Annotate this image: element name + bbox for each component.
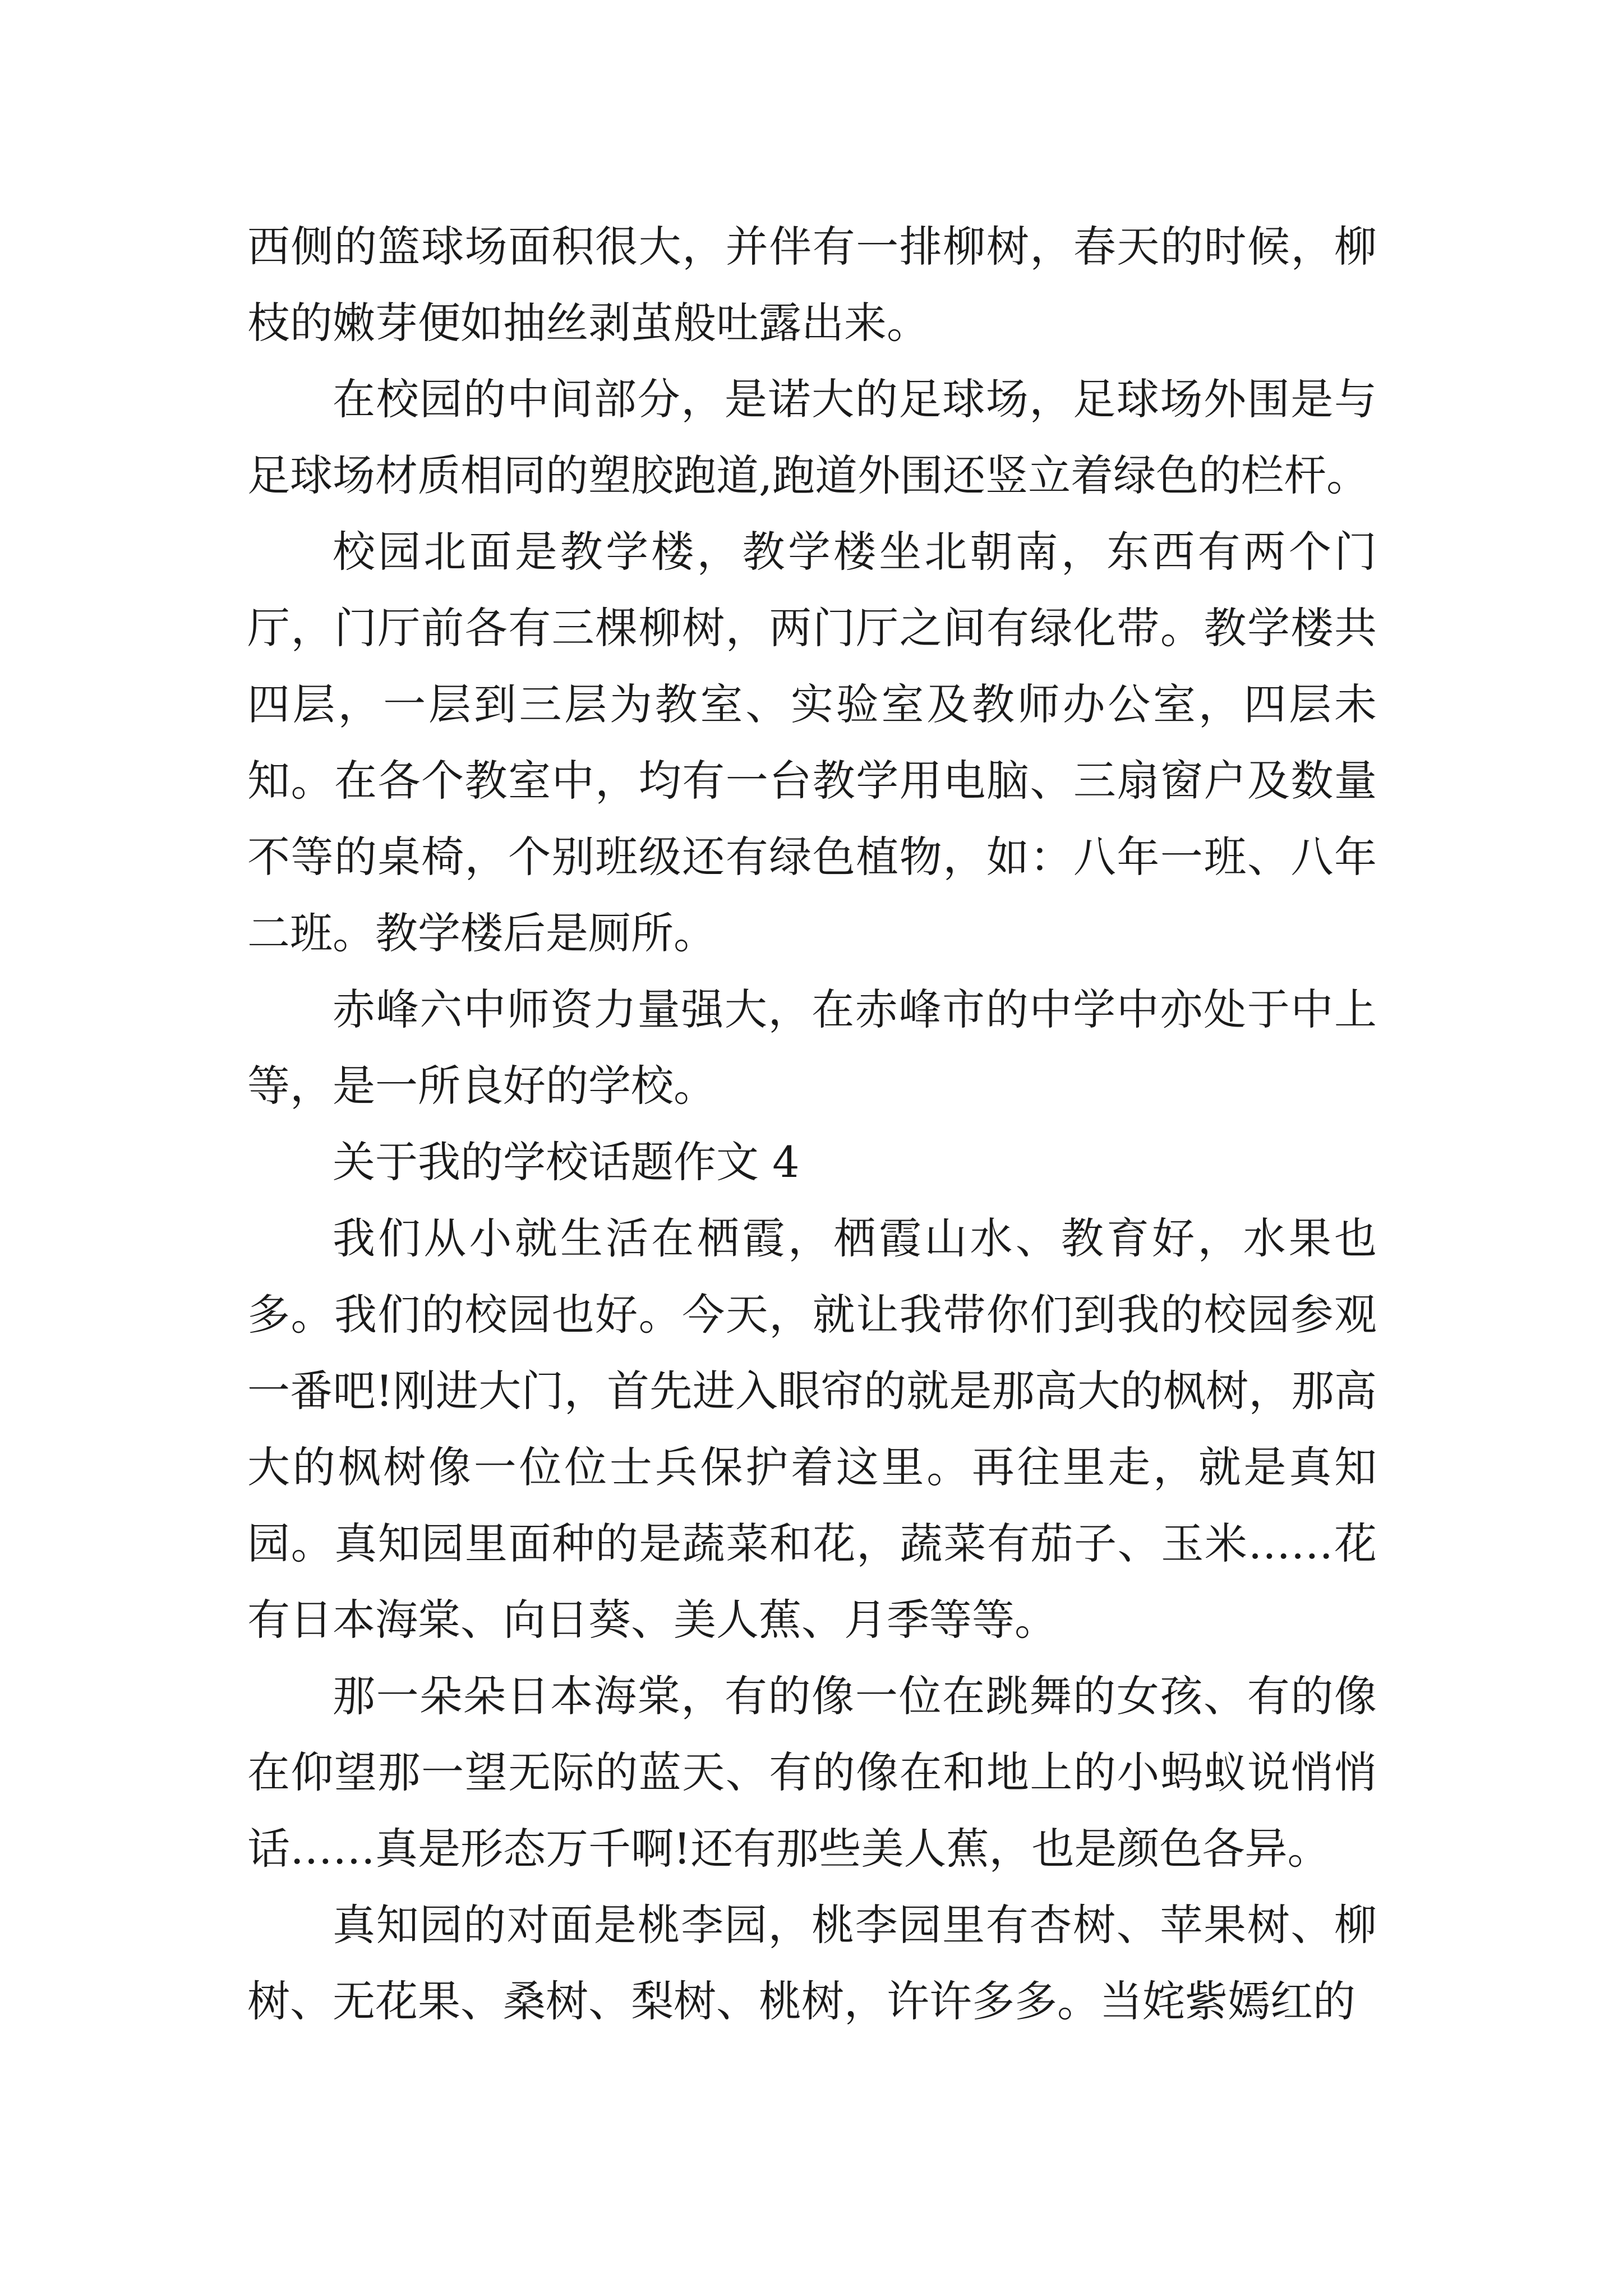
section-heading: 关于我的学校话题作文 4: [333, 1137, 800, 1187]
paragraph: 赤峰六中师资力量强大，在赤峰市的中学中亦处于中上等，是一所良好的学校。: [247, 984, 1377, 1111]
document-body: [247, 209, 1377, 2040]
paragraph: 校园北面是教学楼，教学楼坐北朝南，东西有两个门厅，门厅前各有三棵柳树，两门厅之间有绿化带。教学楼共四层，一层到三层为教室、实验室及教师办公室，四层未知。在各个教室中，均有一台教学用电脑、三扇窗户及数量不等的桌椅，个别班级还有绿色植物，如：八年一班、八年二班。教学楼后是厕所。: [247, 527, 1377, 958]
paragraph: 西侧的篮球场面积很大，并伴有一排柳树，春天的时候，柳枝的嫩芽便如抽丝剥茧般吐露出来。: [247, 222, 1377, 348]
paragraph: 那一朵朵日本海棠，有的像一位在跳舞的女孩、有的像在仰望那一望无际的蓝天、有的像在和地上的小蚂蚁说悄悄话……真是形态万千啊!还有那些美人蕉，也是颜色各异。: [247, 1671, 1377, 1874]
paragraph: 真知园的对面是桃李园，桃李园里有杏树、苹果树、柳树、无花果、桑树、梨树、桃树，许许多多。当姹紫嫣红的: [247, 1900, 1377, 2026]
paragraph: 在校园的中间部分，是诺大的足球场，足球场外围是与足球场材质相同的塑胶跑道,跑道外围还竖立着绿色的栏杆。: [247, 374, 1377, 500]
paragraph: 我们从小就生活在栖霞，栖霞山水、教育好，水果也多。我们的校园也好。今天，就让我带你们到我的校园参观一番吧!刚进大门，首先进入眼帘的就是那高大的枫树，那高大的枫树像一位位士兵保护着这里。再往里走，就是真知园。真知园里面种的是蔬菜和花，蔬菜有茄子、玉米……花有日本海棠、向日葵、美人蕉、月季等等。: [247, 1213, 1377, 1645]
